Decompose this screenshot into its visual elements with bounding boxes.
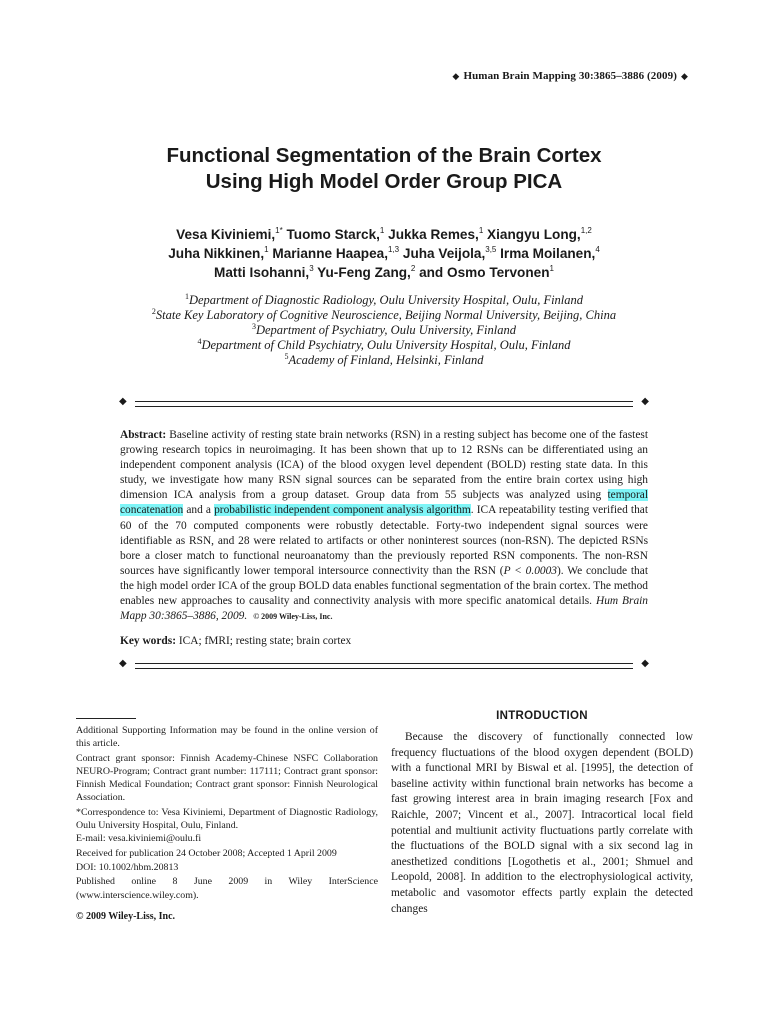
divider bbox=[135, 668, 633, 669]
affiliation-sup: 5 bbox=[284, 352, 289, 361]
journal-citation: Human Brain Mapping 30:3865–3886 (2009) bbox=[463, 70, 677, 82]
affiliation bbox=[0, 353, 768, 368]
affiliation bbox=[0, 293, 768, 308]
diamond-icon: ◆ bbox=[680, 71, 688, 81]
keywords-label: Key words: bbox=[120, 635, 176, 647]
running-head bbox=[448, 70, 692, 82]
abstract-copyright: © 2009 Wiley-Liss, Inc. bbox=[253, 612, 333, 622]
affiliation-text: State Key Laboratory of Cognitive Neuroscience, Beijing Normal University, Beijing, China bbox=[155, 308, 617, 322]
author-name: and Osmo Tervonen bbox=[415, 265, 550, 280]
author-affil-sup: 1 bbox=[379, 226, 385, 235]
footnote: *Correspondence to: Vesa Kiviniemi, Department of Diagnostic Radiology, Oulu University Hospital, Oulu, Finland. E-mail: vesa.kiviniemi@oulu.fi bbox=[76, 806, 378, 845]
highlight[interactable]: temporal concatenation bbox=[120, 489, 648, 517]
footnote-rule bbox=[76, 718, 136, 719]
page-copyright: © 2009 Wiley-Liss, Inc. bbox=[76, 911, 176, 922]
author-affil-sup: 4 bbox=[595, 245, 600, 254]
diamond-icon: ◆ bbox=[641, 396, 649, 407]
introduction-heading: INTRODUCTION bbox=[496, 710, 588, 722]
affiliation-text: Department of Diagnostic Radiology, Oulu University Hospital, Oulu, Finland bbox=[188, 293, 584, 307]
author-affil-sup: 1,2 bbox=[580, 226, 592, 235]
abstract-top-rule bbox=[115, 397, 653, 411]
abstract-text: ). We conclude that the high model order ICA of the group BOLD data enables functional segmentation of the brain cortex. The method enables new approaches to causality and connectivity analysis with more specific anatomical details. bbox=[120, 564, 648, 608]
title-line: Functional Segmentation of the Brain Cortex bbox=[166, 144, 602, 167]
affiliation-sup: 4 bbox=[197, 337, 202, 346]
author-line bbox=[0, 225, 768, 244]
author-name: Irma Moilanen, bbox=[496, 246, 596, 261]
abstract-text: Baseline activity of resting state brain networks (RSN) in a resting subject has become one of the fastest growing research topics in neuroimaging. It has been shown that up to 12 RSNs can be differentiated using an independent component analysis (ICA) of the blood oxygen level dependent (BOLD) resting state data. In this study, we investigate how many RSN signal sources can be separated from the entire brain cortex using high dimension ICA analysis from a group dataset. Group data from 55 subjects was analyzed using bbox=[120, 429, 648, 502]
author-line bbox=[0, 244, 768, 263]
footnote: DOI: 10.1002/hbm.20813 bbox=[76, 861, 179, 873]
affiliation bbox=[0, 323, 768, 338]
author-affil-sup: 1,3 bbox=[387, 245, 400, 254]
diamond-icon: ◆ bbox=[119, 396, 127, 407]
introduction-text: Because the discovery of functionally connected low frequency fluctuations of the blood oxygen dependent (BOLD) with a functional MRI by Biswal et al. [1995], the detection of baseline activity within functional brain networks has become a fast growing interest area in brain imaging research [Fox and Raichle, 2007; Vincent et al., 2007]. Intracortical local field potential and multiunit activity fluctuations partly correlate with the fluctuations of the BOLD signal with a six second lag in anesthetized conditions [Logothetis et al., 2001; Shmuel and Leopold, 2008]. In addition to the electrophysiological activity, metabolic and vasomotor effects partly explain the detected changes bbox=[391, 731, 693, 915]
author-name: Xiangyu Long, bbox=[483, 227, 581, 242]
abstract-text: and a bbox=[183, 504, 215, 517]
footnote: Additional Supporting Information may be found in the online version of this article. bbox=[76, 725, 378, 750]
author-name: Jukka Remes, bbox=[384, 227, 479, 242]
author-affil-sup: 1 bbox=[264, 245, 269, 254]
footnote: Published online 8 June 2009 in Wiley InterScience (www.interscience.wiley.com). bbox=[76, 876, 378, 901]
author-affil-sup: 2 bbox=[410, 264, 416, 273]
affiliation-list bbox=[0, 293, 768, 368]
author-name: Yu-Feng Zang, bbox=[313, 265, 411, 280]
diamond-icon: ◆ bbox=[452, 71, 460, 81]
diamond-icon: ◆ bbox=[641, 658, 649, 669]
author-name: Matti Isohanni, bbox=[214, 265, 310, 280]
affiliation-text: Department of Child Psychiatry, Oulu University Hospital, Oulu, Finland bbox=[201, 338, 571, 352]
abstract-citation: Hum Brain Mapp 30:3865–3886, 2009. bbox=[120, 595, 648, 623]
highlight[interactable]: probabilistic independent component analysis algorithm bbox=[214, 504, 471, 517]
author-affil-sup: 3,5 bbox=[485, 245, 497, 254]
footnote: Received for publication 24 October 2008; Accepted 1 April 2009 bbox=[76, 847, 337, 859]
author-name: Juha Nikkinen, bbox=[168, 246, 265, 261]
divider bbox=[135, 401, 633, 402]
title-line: Using High Model Order Group PICA bbox=[205, 170, 563, 193]
abstract-text: . ICA repeatability testing verified that 60 of the 70 computed components were robustly detectable. Forty-two independent signal sources were identifiable as RSN, and 28 were related to artifacts or other noninterest sources (non-RSN). The depicted RSNs bore a closer match to functional neuroanatomy than the previously reported RSN components. The non-RSN sources have significantly lower temporal intersource connectivity than the RSN ( bbox=[120, 504, 649, 577]
paper-title bbox=[0, 143, 768, 195]
author-affil-sup: 1* bbox=[275, 226, 283, 235]
divider bbox=[135, 406, 633, 407]
p-value: P < 0.0003 bbox=[503, 564, 557, 577]
affiliation-sup: 3 bbox=[251, 322, 256, 331]
author-name: Juha Veijola, bbox=[399, 246, 486, 261]
diamond-icon: ◆ bbox=[119, 658, 127, 669]
author-affil-sup: 1 bbox=[549, 264, 554, 273]
author-name: Marianne Haapea, bbox=[268, 246, 388, 261]
author-line bbox=[0, 263, 768, 282]
affiliation-text: Department of Psychiatry, Oulu University, Finland bbox=[255, 323, 517, 337]
author-list bbox=[0, 225, 768, 282]
affiliation-sup: 2 bbox=[151, 307, 156, 316]
author-name: Tuomo Starck, bbox=[282, 227, 380, 242]
author-name: Vesa Kiviniemi, bbox=[176, 227, 276, 242]
footnotes bbox=[76, 724, 378, 903]
affiliation-sup: 1 bbox=[184, 292, 189, 301]
affiliation bbox=[0, 338, 768, 353]
abstract-label: Abstract: bbox=[120, 429, 167, 441]
author-affil-sup: 1 bbox=[478, 226, 484, 235]
affiliation bbox=[0, 308, 768, 323]
abstract bbox=[120, 428, 648, 624]
affiliation-text: Academy of Finland, Helsinki, Finland bbox=[288, 353, 484, 367]
footnote: Contract grant sponsor: Finnish Academy-Chinese NSFC Collaboration NEURO-Program; Contract grant number: 117111; Contract grant sponsor: Finnish Medical Foundation; Contract grant sponsor: Finnish Neurological Association. bbox=[76, 752, 378, 804]
keywords bbox=[120, 634, 648, 649]
author-affil-sup: 3 bbox=[309, 264, 314, 273]
abstract-bottom-rule bbox=[115, 659, 653, 673]
divider bbox=[135, 663, 633, 664]
keywords-text: ICA; fMRI; resting state; brain cortex bbox=[176, 635, 352, 647]
